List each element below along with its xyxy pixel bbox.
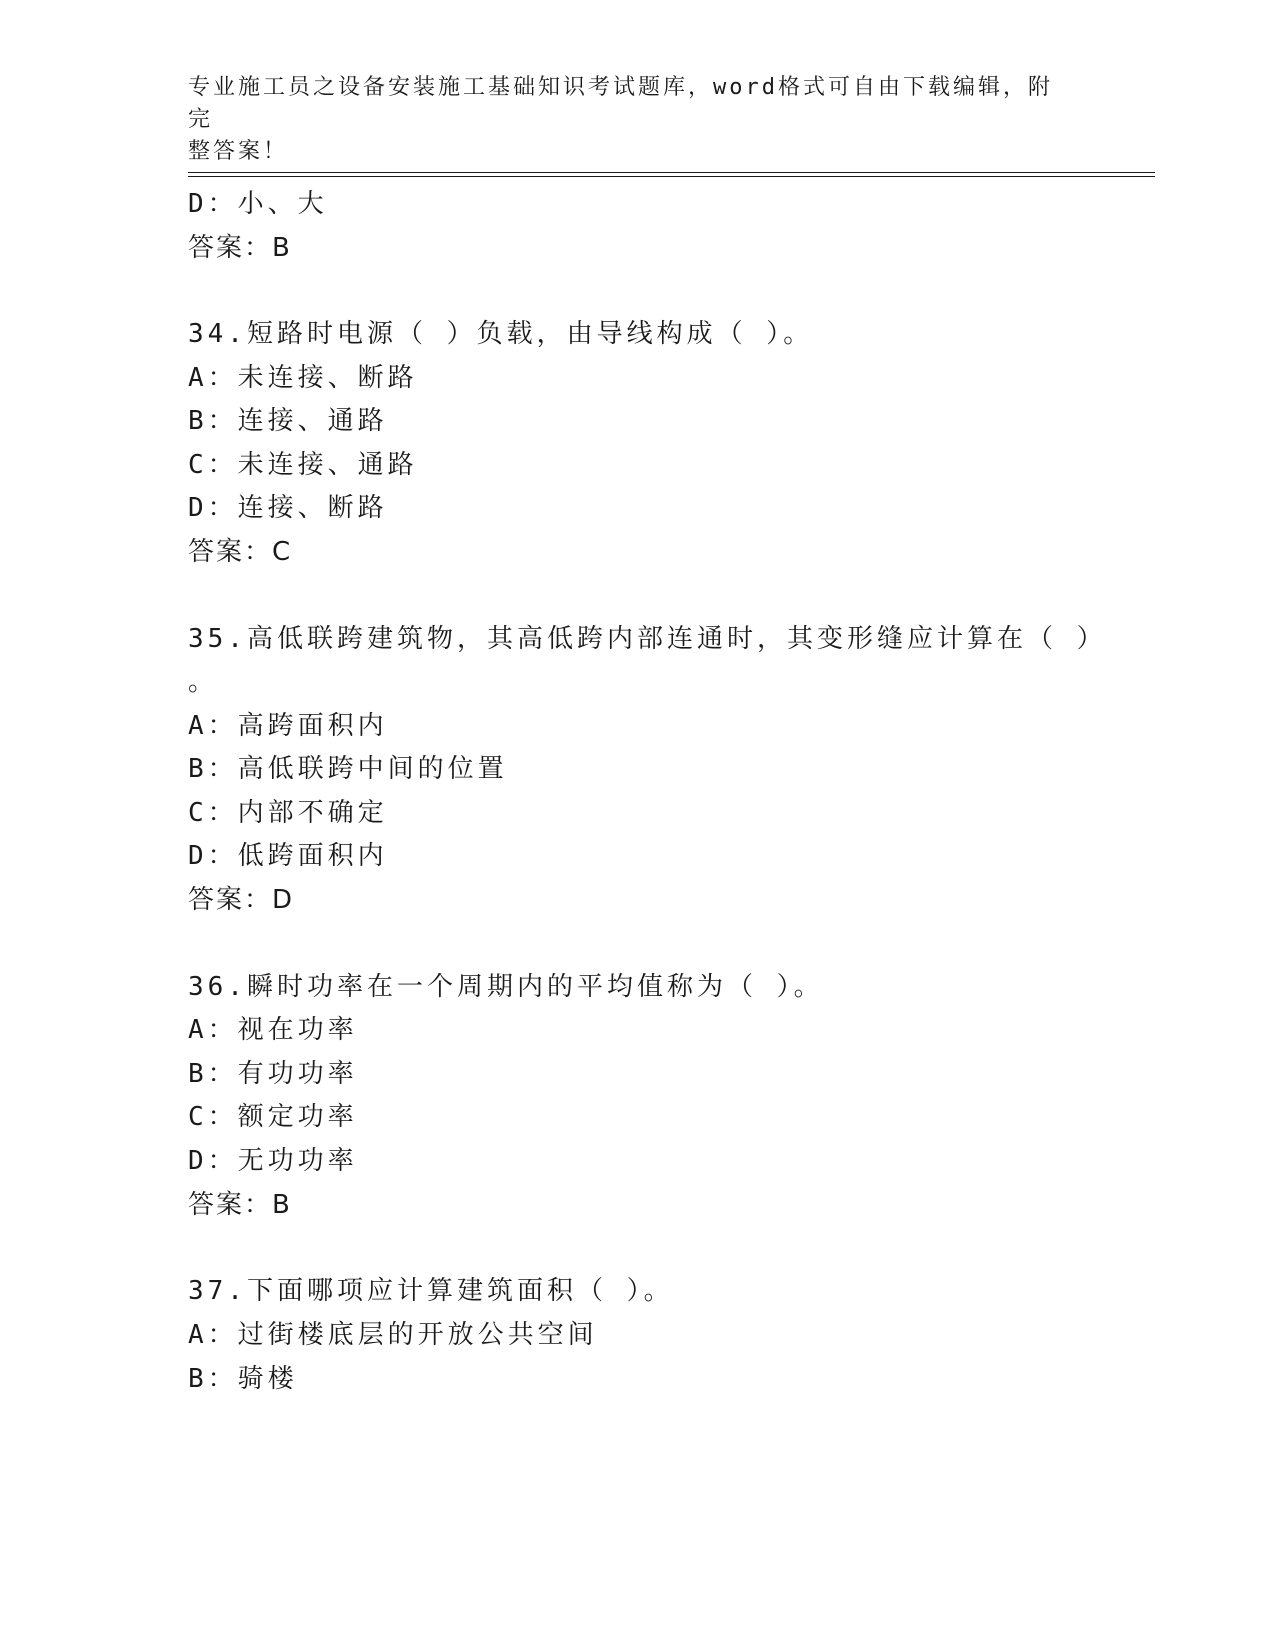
q34-option-b: B：连接、通路 bbox=[188, 406, 388, 436]
q35-option-c: C：内部不确定 bbox=[188, 798, 388, 828]
q34-option-d: D：连接、断路 bbox=[188, 493, 388, 523]
q33-answer: 答案：B bbox=[188, 233, 292, 263]
q37-stem: 37.下面哪项应计算建筑面积（ ）。 bbox=[188, 1276, 674, 1306]
header-rule-bottom bbox=[188, 176, 1155, 177]
header-line-2: 整答案！ bbox=[188, 139, 289, 164]
header-rule-top bbox=[188, 172, 1155, 173]
q35-answer: 答案：D bbox=[188, 885, 295, 915]
document-header bbox=[188, 72, 1068, 168]
q34-answer: 答案：C bbox=[188, 537, 293, 567]
q35-option-a: A：高跨面积内 bbox=[188, 711, 388, 741]
q36-option-d: D：无功功率 bbox=[188, 1146, 358, 1176]
q36-option-c: C：额定功率 bbox=[188, 1102, 358, 1132]
header-line-1: 专业施工员之设备安装施工基础知识考试题库，word格式可自由下载编辑，附完 bbox=[188, 75, 1053, 132]
q35-stem-continuation: 。 bbox=[188, 667, 219, 697]
q34-option-a: A：未连接、断路 bbox=[188, 363, 418, 393]
q35-stem: 35.高低联跨建筑物，其高低跨内部连通时，其变形缝应计算在（ ） bbox=[188, 624, 1107, 654]
q36-option-a: A：视在功率 bbox=[188, 1015, 358, 1045]
q35-option-b: B：高低联跨中间的位置 bbox=[188, 754, 508, 784]
q36-option-b: B：有功功率 bbox=[188, 1059, 358, 1089]
q37-option-b: B：骑楼 bbox=[188, 1364, 298, 1394]
q33-option-d: D：小、大 bbox=[188, 189, 328, 219]
q36-stem: 36.瞬时功率在一个周期内的平均值称为（ ）。 bbox=[188, 972, 824, 1002]
q34-option-c: C：未连接、通路 bbox=[188, 450, 418, 480]
q36-answer: 答案：B bbox=[188, 1190, 292, 1220]
q35-option-d: D：低跨面积内 bbox=[188, 841, 388, 871]
q37-option-a: A：过街楼底层的开放公共空间 bbox=[188, 1320, 598, 1350]
q34-stem: 34.短路时电源（ ）负载，由导线构成（ ）。 bbox=[188, 319, 814, 349]
